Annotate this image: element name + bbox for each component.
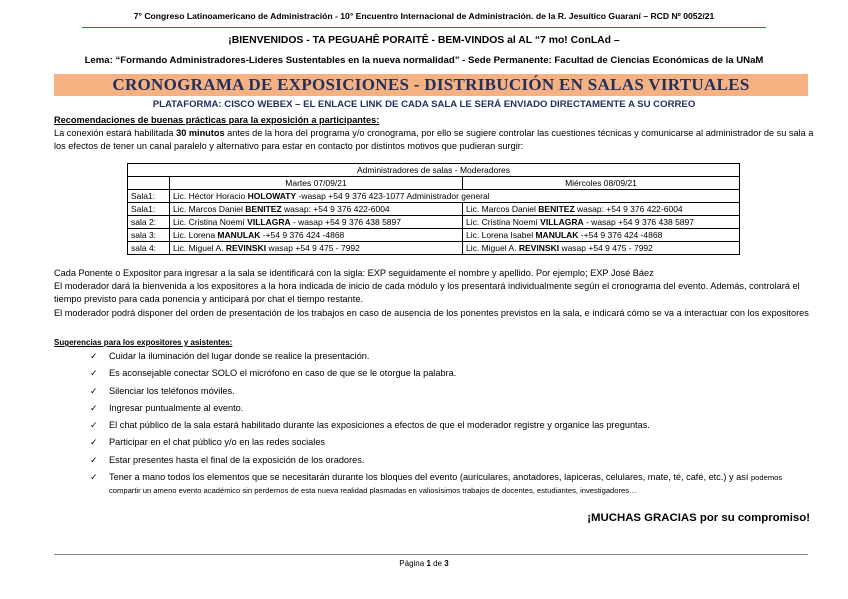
footer-divider [54, 554, 808, 555]
moderador-instruction: El moderador dará la bienvenida a los expositores a la hora indicada de inicio de cada módulo y los presentará individualmente según el cronograma del evento. Además, controlará el tiempo previsto para cada ponencia y anticipará por chat el tiempo restante. [54, 281, 800, 305]
day1-cell [170, 216, 463, 229]
check-icon: ✓ [90, 472, 98, 483]
sala-cell: sala 4: [128, 242, 170, 255]
page-of: de [430, 559, 445, 568]
list-item-text: Es aconsejable conectar SOLO el micrófono en caso de que se le otorgue la palabra. [109, 368, 457, 379]
cell-text: Lic. Cristina Noemí [173, 217, 248, 227]
check-icon: ✓ [90, 368, 98, 379]
column-header-day2: Miércoles 08/09/21 [463, 177, 740, 190]
day1-cell [170, 229, 463, 242]
cell-text: wasap: +54 9 376 422-6004 [281, 204, 390, 214]
check-icon: ✓ [90, 420, 98, 431]
sala-cell: Sala1: [128, 203, 170, 216]
sugerencias-list [90, 350, 812, 501]
day2-cell [463, 242, 740, 255]
page-number [0, 559, 848, 568]
current-page: 1 [426, 559, 431, 568]
table-row [128, 190, 740, 203]
cell-name: VILLAGRA [540, 217, 584, 227]
cell-text: Lic. Cristina Noemí [466, 217, 541, 227]
cell-text: Lic. Lorena [173, 230, 218, 240]
header-divider [82, 27, 766, 28]
list-item [90, 402, 812, 415]
cell-text: - wasap +54 9 376 438 5897 [290, 217, 401, 227]
cell-text: wasap +54 9 475 - 7992 [559, 243, 653, 253]
cell-name: REVINSKI [225, 243, 267, 253]
ponente-instruction: Cada Ponente o Expositor para ingresar a la sala se identificará con la sigla: EXP seguidamente el nombre y apellido. Por ejemplo; EXP José Báez [54, 268, 654, 278]
day2-cell [463, 229, 740, 242]
table-row [128, 216, 740, 229]
column-header-day1: Martes 07/09/21 [170, 177, 463, 190]
day1-cell [170, 203, 463, 216]
cell-text: -+54 9 376 424 -4868 [578, 230, 663, 240]
list-item-text: El chat público de la sala estará habilitado durante las exposiciones a efectos de que el moderador registre y organice las preguntas. [109, 420, 650, 431]
cell-name: VILLAGRA [247, 217, 291, 227]
check-icon: ✓ [90, 437, 98, 448]
sugerencias-title: Sugerencias para los expositores y asistentes: [54, 338, 233, 347]
cell-text: Lic. Marcos Daniel [466, 204, 539, 214]
table-row [128, 229, 740, 242]
table-header-row [128, 177, 740, 190]
sala-cell: sala 3: [128, 229, 170, 242]
instructions-block [54, 267, 814, 320]
total-pages: 3 [444, 559, 449, 568]
moderators-table [127, 163, 740, 255]
list-item-text: Cuidar la iluminación del lugar donde se realice la presentación. [109, 351, 370, 361]
list-item [90, 367, 812, 380]
list-item [90, 454, 812, 467]
check-icon: ✓ [90, 402, 98, 413]
plataforma-line: PLATAFORMA: CISCO WEBEX – EL ENLACE LINK DE CADA SALA LE SERÁ ENVIADO DIRECTAMENTE A SU CORREO [152, 99, 696, 110]
congress-header: 7° Congreso Latinoamericano de Administración - 10° Encuentro Internacional de Administración. de la R. Jesuítico Guaraní – RCD Nº 0052/21 [133, 11, 715, 21]
table-title: Administradores de salas - Moderadores [128, 164, 740, 177]
table-row [128, 203, 740, 216]
cell-text: Lic. Miguel A. [466, 243, 519, 253]
day2-cell [463, 203, 740, 216]
list-item-text: Participar en el chat público y/o en las redes sociales [109, 437, 326, 448]
cell-text: - wasap +54 9 376 438 5897 [583, 217, 694, 227]
table-header-empty [128, 177, 170, 190]
recomendaciones-paragraph [54, 127, 814, 153]
sala-cell: Sala1: [128, 190, 170, 203]
check-icon: ✓ [90, 454, 98, 465]
para-bold-text: 30 minutos [176, 128, 225, 138]
welcome-line: ¡BIENVENIDOS - TA PEGUAHÊ PORAITÊ - BEM-VINDOS al AL “7 mo! ConLAd – [228, 35, 620, 46]
cell-text: Lic. Héctor Horacio [173, 191, 248, 201]
recomendaciones-title: Recomendaciones de buenas prácticas para la exposición a participantes: [54, 115, 380, 125]
check-icon: ✓ [90, 351, 98, 361]
cell-name: BENITEZ [245, 204, 282, 214]
cell-text: -+54 9 376 424 -4868 [260, 230, 345, 240]
list-item-text: Ingresar puntualmente al evento. [109, 402, 244, 413]
day2-cell [463, 216, 740, 229]
cell-text: Lic. Marcos Daniel [173, 204, 246, 214]
cell-name: MANULAK [535, 230, 579, 240]
cell-text: Lic. Miguel A. [173, 243, 226, 253]
cronograma-banner: CRONOGRAMA DE EXPOSICIONES - DISTRIBUCIÓN EN SALAS VIRTUALES [54, 74, 808, 96]
para-text: La conexión estará habilitada [54, 128, 177, 138]
cell-name: REVINSKI [518, 243, 560, 253]
list-item-text: Silenciar los teléfonos móviles. [109, 385, 235, 396]
list-item [90, 419, 812, 432]
para-text: antes de la hora del programa y/o cronograma, por ello se sugiere controlar las cuestiones técnicas y comunicarse al administrador de su sala a los efectos de tener un canal paralelo y alternativo para estar en contacto por distintos motivos que pudieran surgir: [54, 128, 814, 152]
list-item [90, 471, 812, 497]
general-admin-cell [170, 190, 740, 203]
table-row [128, 242, 740, 255]
table-title-row [128, 164, 740, 177]
list-item [90, 436, 812, 449]
day1-cell [170, 242, 463, 255]
cell-text: wasap +54 9 475 - 7992 [266, 243, 360, 253]
list-item-text: Tener a mano todos los elementos que se necesitarán durante los bloques del evento (auriculares, anotadores, lapiceras, celulares, mate, té, café, etc.) y así [109, 472, 751, 483]
cell-name: MANULAK [217, 230, 261, 240]
moderador-instruction: El moderador podrá disponer del orden de presentación de los trabajos en caso de ausencia de los ponentes previstos en la sala, e indicará cómo se va a interactuar con los expositores [54, 307, 809, 318]
list-item-text: Estar presentes hasta el final de la exposición de los oradores. [109, 454, 365, 465]
cell-text: Lic. Lorena Isabel [466, 230, 536, 240]
list-item-small-text: podemos compartir un ameno evento académico sin perdernos de esta nueva realidad plasmadas en valiosísimos trabajos de docentes, estudiantes, investigadores… [109, 473, 783, 496]
lema-line: Lema: “Formando Administradores-Lideres Sustentables en la nueva normalidad” - Sede Permanente: Facultad de Ciencias Económicas de la UNaM [84, 55, 764, 66]
list-item [90, 350, 812, 363]
cell-text: wasap: +54 9 376 422-6004 [574, 204, 683, 214]
sala-cell: sala 2: [128, 216, 170, 229]
check-icon: ✓ [90, 385, 98, 396]
page-label: Página [399, 559, 427, 568]
thanks-message: ¡MUCHAS GRACIAS por su compromiso! [587, 512, 810, 524]
list-item [90, 385, 812, 398]
cell-text: -wasap +54 9 376 423-1077 Administrador general [296, 191, 490, 201]
cell-name: BENITEZ [538, 204, 575, 214]
cell-name: HOLOWATY [247, 191, 297, 201]
